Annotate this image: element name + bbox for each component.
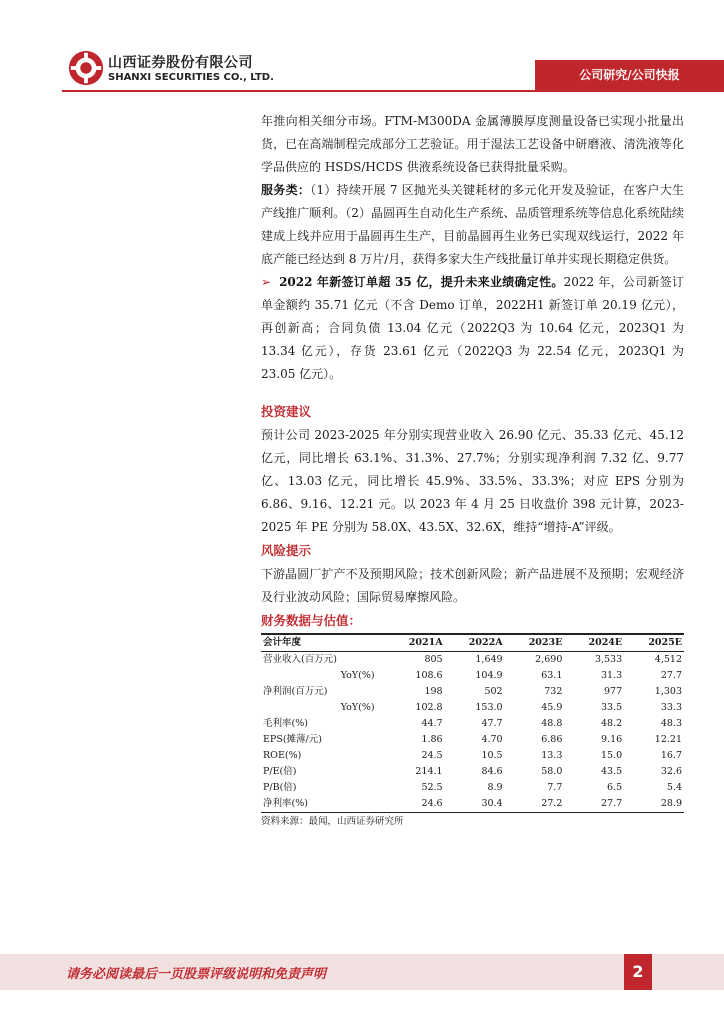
table-cell: 6.5 [607, 782, 623, 793]
company-logo-icon [67, 49, 105, 87]
page-number: 2 [624, 954, 652, 990]
row-label: ROE(%) [263, 750, 302, 761]
orders-highlight: 2022 年新签订单超 35 亿，提升未来业绩确定性。 [279, 275, 564, 289]
row-label: 营业收入(百万元) [263, 654, 337, 665]
table-cell: 58.0 [541, 766, 563, 777]
table-cell: 4.70 [481, 734, 503, 745]
table-cell: 24.6 [385, 796, 445, 813]
table-cell: 104.9 [475, 670, 503, 681]
table-cell: 3,533 [594, 654, 623, 665]
section-title-financials: 财务数据与估值： [261, 613, 362, 628]
table-cell: 502 [484, 686, 503, 697]
table-cell: 47.7 [481, 718, 503, 729]
company-name-en: SHANXI SECURITIES CO., LTD. [108, 72, 274, 83]
paragraph-investment: 预计公司 2023-2025 年分别实现营业收入 26.90 亿元、35.33 亿元、45.12 亿元，同比增长 63.1%、31.3%、27.7%；分别实现净利润 7.32 亿、9.77 亿、13.03 亿元，同比增长 45.9%、33.5%、33.3%；对应 EPS 分别为 6.86、9.16、12.21 元。以 2023 年 4 月 25 日收盘价 398 元计算，2023-2025 年 PE 分别为 58.0X、43.5X、32.6X，维持“增持-A”评级。 [261, 428, 684, 534]
table-cell: 1,303 [654, 686, 682, 697]
table-cell: 6.86 [541, 734, 563, 745]
table-cell: 10.5 [481, 750, 503, 761]
report-category-tab: 公司研究/公司快报 [535, 60, 724, 90]
table-header-cell: 2025E [624, 634, 684, 652]
table-cell: 16.7 [660, 750, 682, 761]
table-cell: 198 [424, 686, 443, 697]
table-row [261, 780, 684, 796]
header-divider [62, 90, 724, 92]
table-row [261, 652, 684, 669]
table-cell: 48.8 [541, 718, 563, 729]
table-header-cell: 2022A [445, 634, 505, 652]
table-cell: 2,690 [535, 654, 563, 665]
table-cell: 1.86 [421, 734, 443, 745]
table-cell: 8.9 [487, 782, 503, 793]
table-row [261, 764, 684, 780]
table-cell: 102.8 [415, 702, 443, 713]
company-name-cn: 山西证券股份有限公司 [108, 55, 253, 71]
table-cell: 9.16 [601, 734, 623, 745]
row-label: P/E(倍) [263, 766, 297, 777]
table-cell: 7.7 [547, 782, 563, 793]
table-row [261, 796, 684, 813]
row-label: EPS(摊薄/元) [263, 734, 322, 745]
table-cell: 63.1 [541, 670, 563, 681]
table-cell: 48.2 [601, 718, 623, 729]
row-label: 净利率(%) [261, 796, 385, 813]
paragraph-services [261, 179, 684, 271]
table-cell: 31.3 [601, 670, 623, 681]
footer-disclaimer: 请务必阅读最后一页股票评级说明和免责声明 [66, 967, 327, 982]
table-cell: 48.3 [660, 718, 682, 729]
table-cell: 5.4 [666, 782, 682, 793]
table-cell: 24.5 [421, 750, 443, 761]
table-cell: 32.6 [660, 766, 682, 777]
services-label: 服务类： [261, 183, 311, 197]
table-header-cell: 会计年度 [261, 634, 385, 652]
orders-text: 2022 年，公司新签订单金额约 35.71 亿元（不含 Demo 订单，2022H1 新签订单 20.19 亿元），再创新高；合同负债 13.04 亿元（2022Q3 为 10.64 亿元，2023Q1 为 13.34 亿元），存货 23.61 亿元（2022Q3 为 22.54 亿元，2023Q1 为 23.05 亿元）。 [261, 275, 684, 381]
table-cell: 153.0 [475, 702, 503, 713]
table-cell: 15.0 [601, 750, 623, 761]
table-header-cell: 2021A [385, 634, 445, 652]
table-row [261, 700, 684, 716]
main-content [261, 110, 684, 830]
table-cell: 108.6 [415, 670, 443, 681]
table-source-note: 资料来源：最闻，山西证券研究所 [261, 816, 404, 827]
table-cell: 84.6 [481, 766, 503, 777]
table-cell: 52.5 [421, 782, 443, 793]
table-cell: 13.3 [541, 750, 563, 761]
services-text: （1）持续开展 7 区抛光头关键耗材的多元化开发及验证，在客户大生产线推广顺利。（2）晶圆再生自动化生产系统、品质管理系统等信息化系统陆续建成上线并应用于晶圆再生生产，目前晶圆再生业务已实现双线运行，2022 年底产能已经达到 8 万片/月，获得多家大生产线批量订单并实现长期稳定供货。 [261, 183, 684, 266]
row-label: YoY(%) [340, 670, 375, 681]
table-cell: 27.2 [505, 796, 565, 813]
table-cell: 214.1 [415, 766, 443, 777]
table-cell: 27.7 [564, 796, 624, 813]
table-header-cell: 2023E [505, 634, 565, 652]
table-header-row [261, 634, 684, 652]
table-header-cell: 2024E [564, 634, 624, 652]
table-row [261, 668, 684, 684]
table-cell: 33.5 [601, 702, 623, 713]
section-title-risk: 风险提示 [261, 543, 312, 558]
table-cell: 805 [424, 654, 443, 665]
table-cell: 27.7 [660, 670, 682, 681]
table-cell: 977 [604, 686, 623, 697]
row-label: 净利润(百万元) [263, 686, 328, 697]
table-cell: 43.5 [601, 766, 623, 777]
table-cell: 33.3 [660, 702, 682, 713]
table-cell: 732 [544, 686, 563, 697]
table-cell: 45.9 [541, 702, 563, 713]
footer-bar [0, 954, 724, 990]
table-cell: 44.7 [421, 718, 443, 729]
table-cell: 12.21 [654, 734, 682, 745]
table-cell: 28.9 [624, 796, 684, 813]
row-label: YoY(%) [340, 702, 375, 713]
arrow-bullet-icon: ➢ [261, 275, 272, 289]
row-label: 毛利率(%) [263, 718, 308, 729]
table-cell: 1,649 [475, 654, 503, 665]
table-row [261, 732, 684, 748]
paragraph-equipment: 年推向相关细分市场。FTM-M300DA 金属薄膜厚度测量设备已实现小批量出货，已在高端制程完成部分工艺验证。用于湿法工艺设备中研磨液、清洗液等化学品供应的 HSDS/HCDS 供液系统设备已获得批量采购。 [261, 114, 684, 174]
paragraph-risk: 下游晶圆厂扩产不及预期风险；技术创新风险；新产品进展不及预期；宏观经济及行业波动风险；国际贸易摩擦风险。 [261, 567, 684, 604]
table-row [261, 684, 684, 700]
row-label: P/B(倍) [263, 782, 297, 793]
table-row [261, 748, 684, 764]
section-title-investment: 投资建议 [261, 404, 312, 419]
financial-table [261, 633, 684, 813]
table-row [261, 716, 684, 732]
paragraph-orders [261, 271, 684, 386]
table-cell: 4,512 [654, 654, 682, 665]
table-cell: 30.4 [445, 796, 505, 813]
